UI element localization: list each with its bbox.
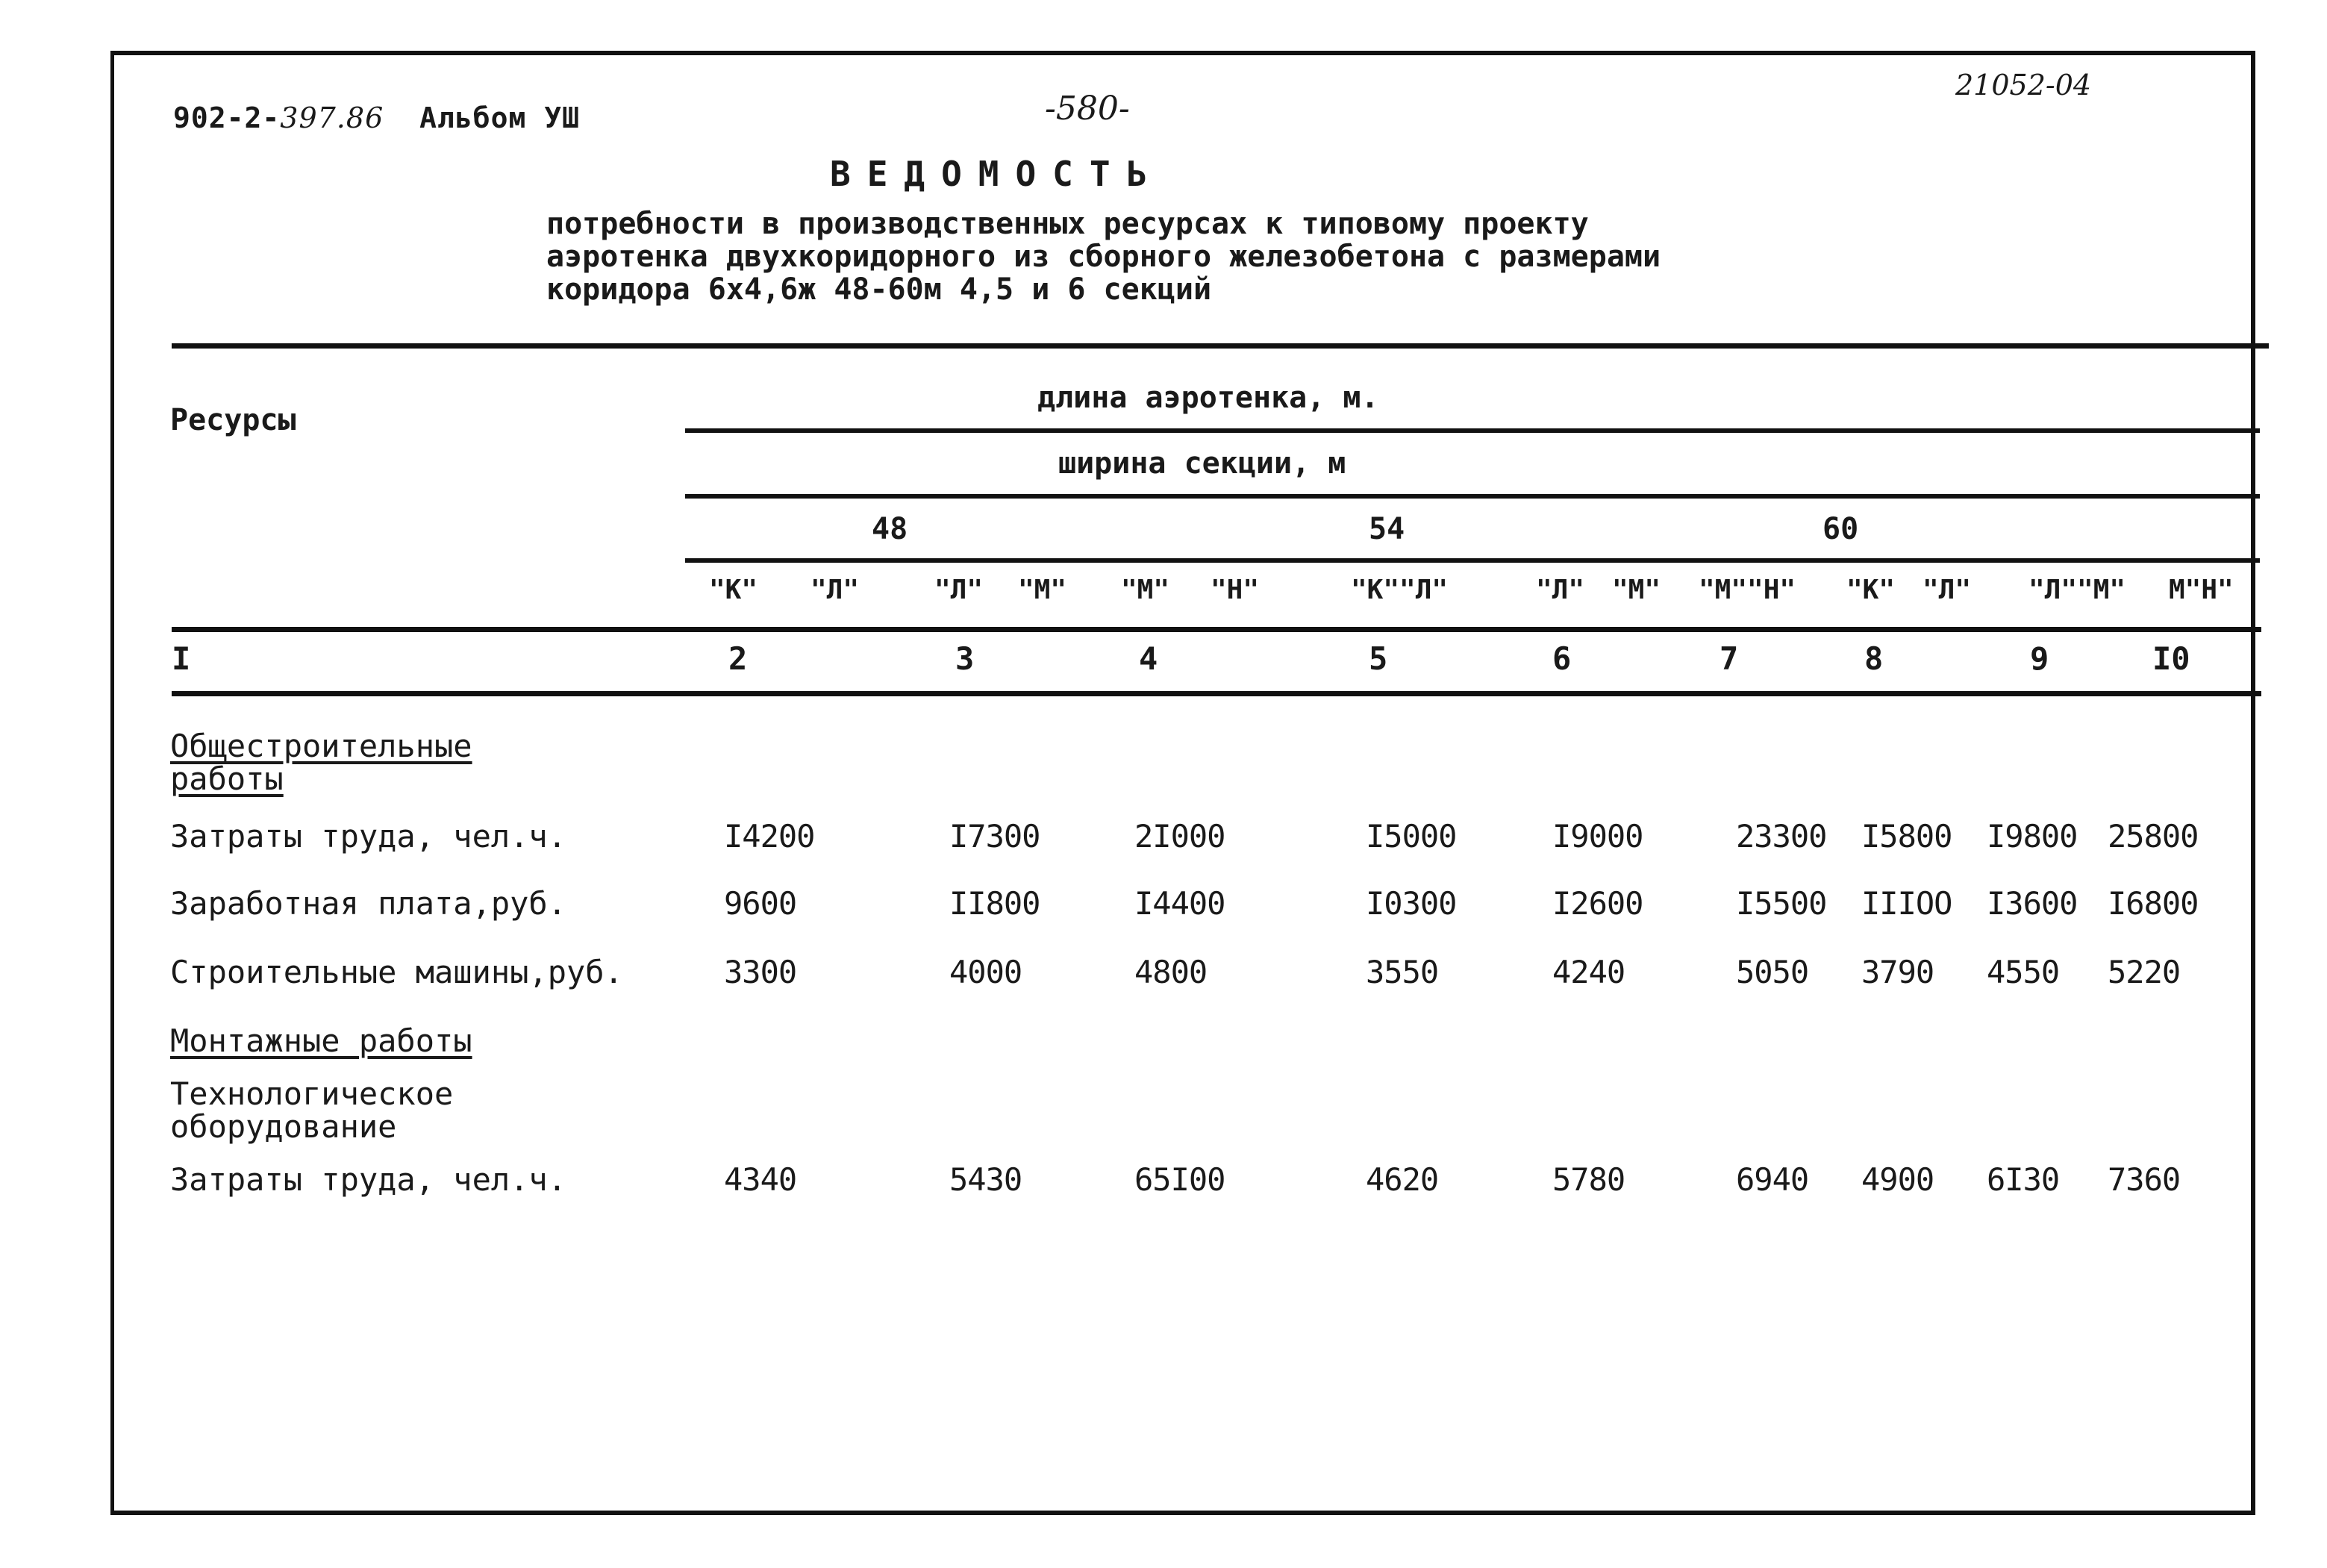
table-cell: 5780: [1552, 1161, 1625, 1198]
column-number: I: [172, 640, 191, 677]
table-cell: 4900: [1861, 1161, 1934, 1198]
row-label: Затраты труда, чел.ч.: [170, 818, 567, 855]
document-title: ВЕДОМОСТЬ: [830, 154, 1164, 194]
table-cell: I5500: [1736, 885, 1827, 922]
table-cell: 4550: [1987, 954, 2060, 990]
subheader-mn: "М""Н": [1699, 575, 1796, 605]
table-cell: 7360: [2108, 1161, 2181, 1198]
table-cell: 4340: [724, 1161, 797, 1198]
subheader-l: "Л": [810, 575, 860, 605]
table-cell: I2600: [1552, 885, 1643, 922]
subheader-k: "К": [709, 575, 758, 605]
subtitle-line-3: коридора 6х4,6ж 48-60м 4,5 и 6 секций: [546, 272, 1212, 307]
table-cell: I6800: [2108, 885, 2199, 922]
subheader-k: "К": [1846, 575, 1896, 605]
width-header-rule: [685, 494, 2260, 499]
length-header: длина аэротенка, м.: [1037, 381, 1379, 415]
table-cell: I3600: [1987, 885, 2078, 922]
resources-header: Ресурсы: [170, 403, 296, 437]
width-header: ширина секции, м: [1058, 446, 1346, 481]
table-cell: II800: [949, 885, 1040, 922]
column-number: 5: [1369, 640, 1388, 677]
length-60: 60: [1822, 512, 1859, 546]
table-cell: 3300: [724, 954, 797, 990]
column-number: 2: [728, 640, 748, 677]
table-cell: I5800: [1861, 818, 1952, 855]
subheader-kl: "К""Л": [1351, 575, 1449, 605]
album-label: Альбом УШ: [419, 101, 581, 134]
doc-number: [173, 101, 580, 134]
length-48: 48: [872, 512, 908, 546]
subtitle-line-1: потребности в производственных ресурсах к типовому проекту: [546, 207, 1589, 241]
row-label: Затраты труда, чел.ч.: [170, 1161, 567, 1198]
table-cell: I9800: [1987, 818, 2078, 855]
table-cell: 4800: [1134, 954, 1208, 990]
column-number: I0: [2152, 640, 2190, 677]
section-title-general: [170, 730, 513, 796]
table-cell: 5220: [2108, 954, 2181, 990]
table-cell: 3550: [1366, 954, 1439, 990]
section-title-text: Общестроительные работы: [170, 728, 472, 797]
table-cell: I4200: [724, 818, 815, 855]
table-top-rule: [172, 343, 2269, 349]
subheader-rule: [172, 627, 2261, 632]
column-number: 6: [1552, 640, 1572, 677]
column-number: 9: [2030, 640, 2049, 677]
subheader-m: "М": [1612, 575, 1661, 605]
table-cell: 9600: [724, 885, 797, 922]
doc-number-prefix: 902-2-: [173, 101, 281, 134]
subheader-n: "Н": [1211, 575, 1260, 605]
table-cell: 5050: [1736, 954, 1809, 990]
table-cell: I4400: [1134, 885, 1225, 922]
section-title-text: Монтажные работы: [170, 1022, 472, 1059]
subheader-l: "Л": [934, 575, 984, 605]
table-cell: 4620: [1366, 1161, 1439, 1198]
subheader-l: "Л": [1536, 575, 1585, 605]
column-number: 8: [1864, 640, 1884, 677]
subtitle-line-2: аэротенка двухкоридорного из сборного железобетона с размерами: [546, 240, 1661, 274]
table-cell: 4240: [1552, 954, 1625, 990]
row-label: Заработная плата,руб.: [170, 885, 567, 922]
column-number: 4: [1139, 640, 1158, 677]
subsection-title: Технологическое оборудование: [170, 1075, 454, 1145]
subheader-lm: "Л""М": [2028, 575, 2126, 605]
table-cell: I7300: [949, 818, 1040, 855]
table-cell: 3790: [1861, 954, 1934, 990]
subheader-l: "Л": [1922, 575, 1972, 605]
length-54: 54: [1369, 512, 1405, 546]
table-cell: 6I30: [1987, 1161, 2060, 1198]
table-cell: 25800: [2108, 818, 2199, 855]
column-number: 3: [955, 640, 975, 677]
table-cell: IIIOO: [1861, 885, 1952, 922]
row-label: Строительные машины,руб.: [170, 954, 623, 990]
table-cell: 23300: [1736, 818, 1827, 855]
table-cell: 4000: [949, 954, 1022, 990]
column-numbers-rule: [172, 691, 2261, 696]
table-cell: 65I00: [1134, 1161, 1225, 1198]
subheader-m: "М": [1121, 575, 1170, 605]
table-cell: I9000: [1552, 818, 1643, 855]
archive-number: 21052-04: [1955, 69, 2092, 101]
table-cell: I5000: [1366, 818, 1457, 855]
column-number: 7: [1720, 640, 1739, 677]
doc-number-handwritten: 397.86: [280, 101, 384, 134]
table-cell: I0300: [1366, 885, 1457, 922]
table-cell: 2I000: [1134, 818, 1225, 855]
lengths-rule: [685, 558, 2260, 563]
section-title-assembly: [170, 1022, 472, 1059]
subheader-mn: М"Н": [2169, 575, 2234, 605]
subheader-m: "М": [1018, 575, 1067, 605]
table-cell: 6940: [1736, 1161, 1809, 1198]
table-cell: 5430: [949, 1161, 1022, 1198]
page-number: -580-: [1045, 90, 1130, 128]
length-header-rule: [685, 428, 2260, 433]
